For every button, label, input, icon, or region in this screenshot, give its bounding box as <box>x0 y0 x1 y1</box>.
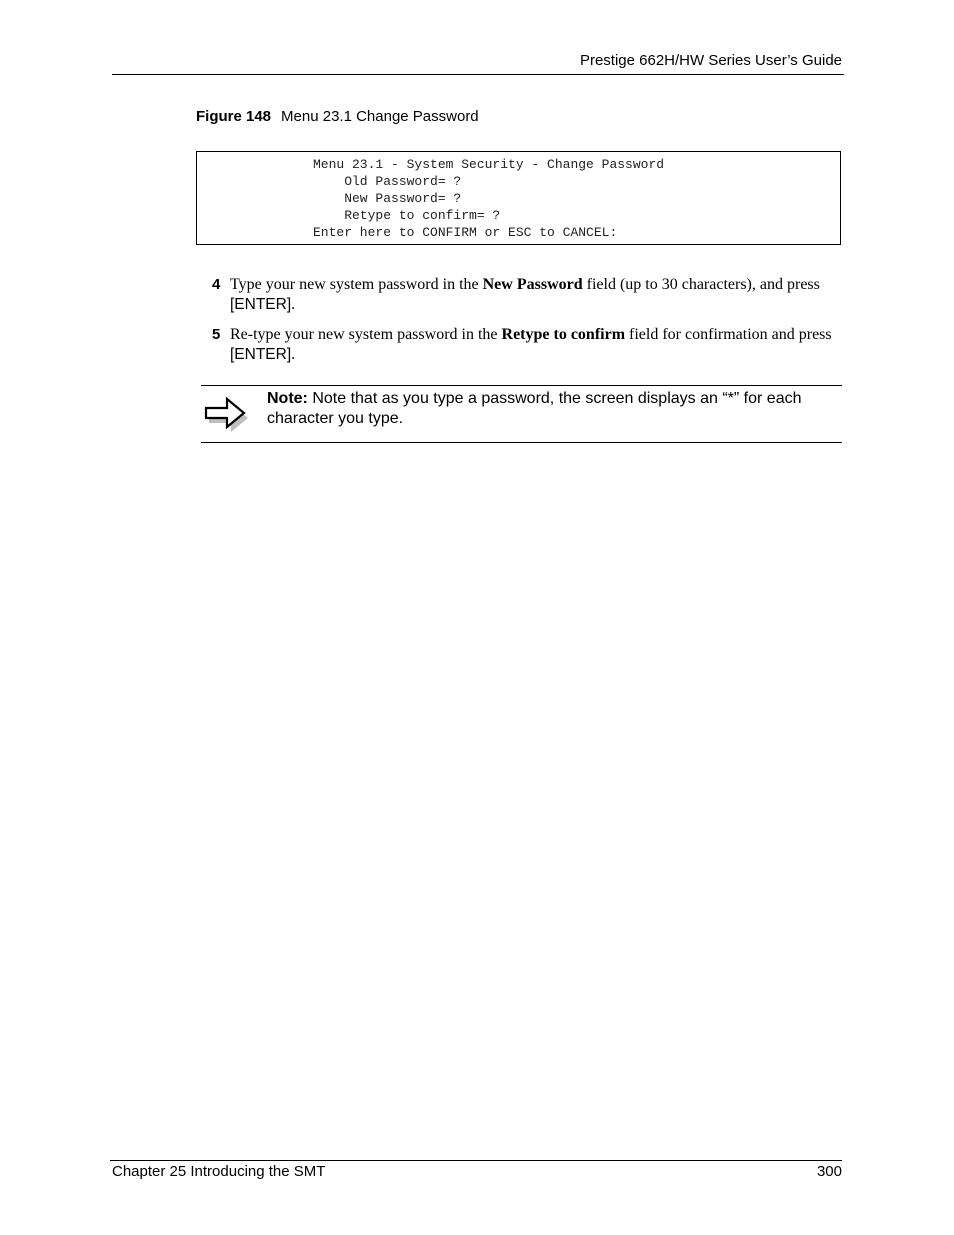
step-field-name: New Password <box>482 276 583 293</box>
note-text <box>267 389 842 429</box>
note-label: Note: <box>267 390 308 407</box>
figure-caption <box>196 108 479 125</box>
right-arrow-icon <box>203 392 249 436</box>
step-field-name: Retype to confirm <box>501 326 626 343</box>
terminal-screen <box>196 151 841 245</box>
screen-line-prompt: Enter here to CONFIRM or ESC to CANCEL: <box>313 225 618 240</box>
step-text-part: field (up to 30 characters), and press <box>582 276 820 293</box>
step-text-part: Re-type your new system password in the <box>230 326 502 343</box>
footer-chapter: Chapter 25 Introducing the SMT <box>112 1163 326 1180</box>
step-text <box>230 325 842 365</box>
step-number: 4 <box>212 276 221 293</box>
step-text-part: Type your new system password in the <box>230 276 483 293</box>
footer-page-number: 300 <box>816 1163 842 1180</box>
header-title: Prestige 662H/HW Series User’s Guide <box>579 52 842 69</box>
figure-title: Menu 23.1 Change Password <box>281 108 479 125</box>
page-footer <box>110 1160 842 1185</box>
screen-line-title: Menu 23.1 - System Security - Change Password <box>313 157 665 172</box>
step-key: [ENTER] <box>230 346 292 363</box>
step-text <box>230 275 842 315</box>
step-text-part: . <box>291 346 296 363</box>
step-text-part: . <box>291 296 296 313</box>
step-key: [ENTER] <box>230 296 292 313</box>
step-text-part: field for confirmation and press <box>625 326 832 343</box>
screen-line-new-password: New Password= ? <box>313 191 462 206</box>
note-body: Note that as you type a password, the screen displays an “*” for each character you type. <box>267 390 802 427</box>
figure-label: Figure 148 <box>196 108 272 125</box>
screen-line-old-password: Old Password= ? <box>313 174 462 189</box>
screen-line-retype: Retype to confirm= ? <box>313 208 501 223</box>
note-box <box>201 385 842 443</box>
page-header <box>112 50 844 75</box>
step-number: 5 <box>212 326 221 343</box>
